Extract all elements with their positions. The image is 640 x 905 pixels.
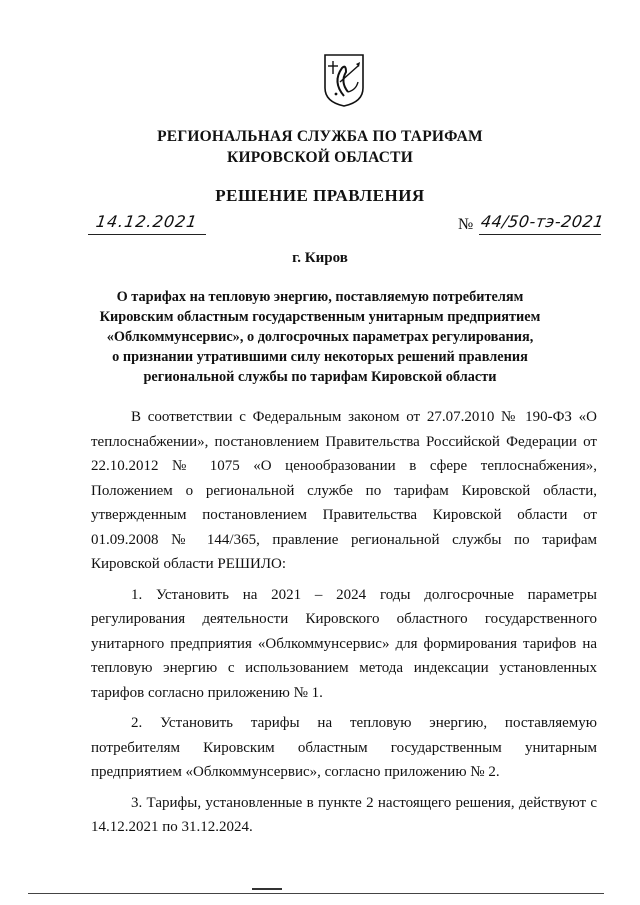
preamble-paragraph: В соответствии с Федеральным законом от 27.07.2010 № 190-ФЗ «О теплоснабжении», постановлением Правительства Российской Федерации от 22.10.2012 № 1075 «О ценообразовании в сфере теплоснабжения», Положением о региональной службе по тарифам Кировской области, утвержденным постановлением Правительства Кировской области от 01.09.2008 № 144/365, правление региональной службы по тарифам Кировской области РЕШИЛО:	[91, 409, 597, 572]
clause-paragraph: 1. Установить на 2021 – 2024 годы долгосрочные параметры регулирования деятельности Кировского областного государственного унитарного предприятия «Облкоммунсервис» для формирования тарифов на тепловую энергию с использованием метода индексации установленных тарифов согласно приложению № 1.	[91, 586, 597, 701]
page-bottom-rule	[28, 893, 604, 894]
subject-line: о признании утратившими силу некоторых решений правления	[112, 349, 528, 365]
clause-paragraph: 3. Тарифы, установленные в пункте 2 настоящего решения, действуют с 14.12.2021 по 31.12.2024.	[91, 794, 597, 835]
subject-line: О тарифах на тепловую энергию, поставляемую потребителям	[116, 289, 524, 305]
decision-date: 14.12.2021	[94, 212, 199, 231]
subject-line: «Облкоммунсервис», о долгосрочных параметрах регулирования,	[106, 329, 534, 345]
organization-name-line-1: РЕГИОНАЛЬНАЯ СЛУЖБА ПО ТАРИФАМ	[157, 128, 483, 145]
decision-number: 44/50-тэ-2021	[479, 212, 606, 231]
subject-line: региональной службы по тарифам Кировской области	[143, 369, 497, 385]
organization-name-line-2: КИРОВСКОЙ ОБЛАСТИ	[227, 149, 413, 166]
document-title: РЕШЕНИЕ ПРАВЛЕНИЯ	[215, 186, 425, 205]
decision-subject	[80, 287, 560, 387]
page-bottom-mark	[252, 888, 282, 890]
decision-body	[91, 405, 597, 840]
city-name: г. Киров	[292, 250, 348, 266]
subject-line: Кировским областным государственным унитарным предприятием	[99, 309, 541, 325]
kirov-oblast-coat-of-arms-icon	[322, 52, 366, 108]
clause-paragraph: 2. Установить тарифы на тепловую энергию, поставляемую потребителям Кировским областным государственным унитарным предприятием «Облкоммунсервис», согласно приложению № 2.	[91, 715, 597, 780]
number-sign: №	[458, 216, 474, 233]
